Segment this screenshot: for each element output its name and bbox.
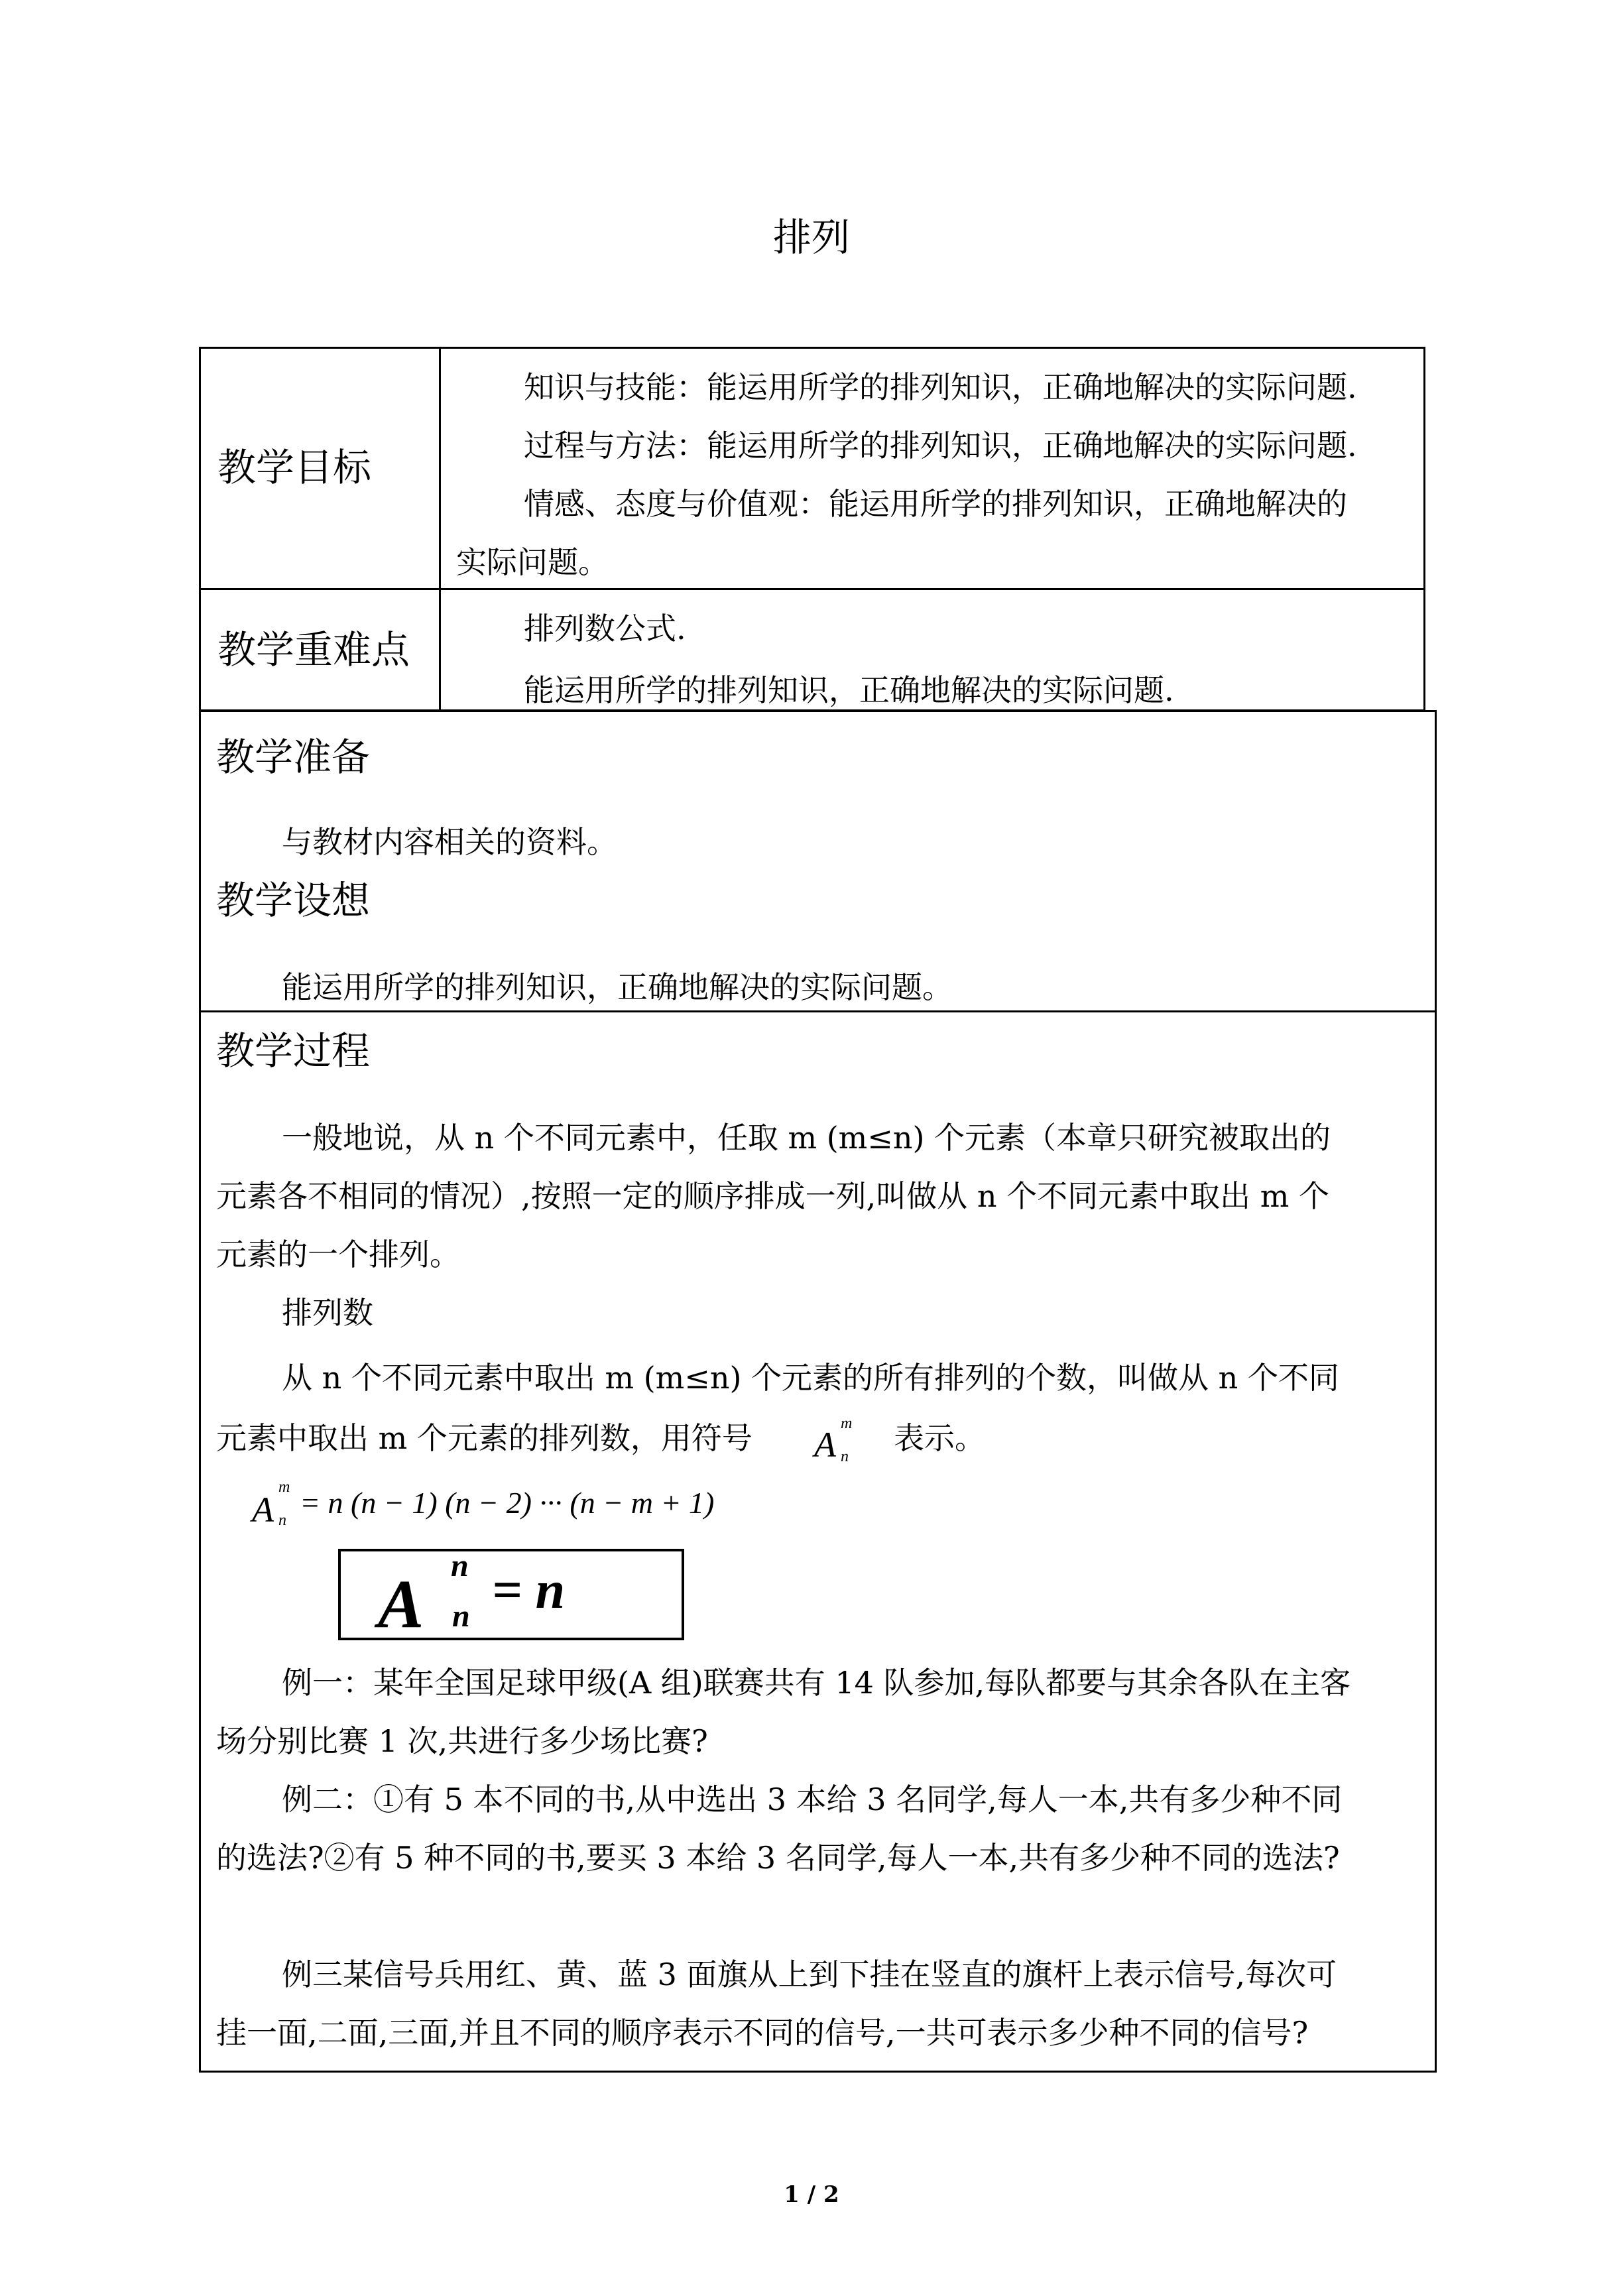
design-label: 教学设想 <box>216 878 371 923</box>
boxed-rhs: = n <box>492 1561 566 1620</box>
table-row-divider <box>199 588 1425 590</box>
objectives-line-2: 过程与方法：能运用所学的排列知识，正确地解决的实际问题. <box>524 428 1357 463</box>
example2-line-2: 的选法?②有 5 种不同的书,要买 3 本给 3 名同学,每人一本,共有多少种不同的选法? <box>216 1840 1340 1876</box>
perm-symbol-sub-n: n <box>841 1448 849 1465</box>
example1-line-1: 例一：某年全国足球甲级(A 组)联赛共有 14 队参加,每队都要与其余各队在主客 <box>282 1665 1351 1701</box>
design-text: 能运用所学的排列知识，正确地解决的实际问题。 <box>282 969 953 1005</box>
example3-line-2: 挂一面,二面,三面,并且不同的顺序表示不同的信号,一共可表示多少种不同的信号? <box>216 2015 1309 2051</box>
key-points-line-1: 排列数公式. <box>524 611 686 646</box>
example1-line-2: 场分别比赛 1 次,共进行多少场比赛? <box>216 1723 708 1759</box>
key-points-line-2: 能运用所学的排列知识，正确地解决的实际问题. <box>524 672 1174 708</box>
definition-line-1: 一般地说，从 n 个不同元素中，任取 m (m≤n) 个元素（本章只研究被取出的 <box>282 1120 1331 1156</box>
perm-number-line-2: 元素中取出 m 个元素的排列数，用符号 <box>216 1420 752 1456</box>
definition-line-2: 元素各不相同的情况）,按照一定的顺序排成一列,叫做从 n 个不同元素中取出 m 个 <box>216 1178 1329 1214</box>
process-label: 教学过程 <box>216 1028 371 1073</box>
formula-sup-m: m <box>278 1479 290 1496</box>
perm-number-line-1: 从 n 个不同元素中取出 m (m≤n) 个元素的所有排列的个数，叫做从 n 个不同 <box>282 1360 1339 1396</box>
perm-symbol-A: A <box>814 1425 836 1465</box>
page-indicator: 1 / 2 <box>784 2181 839 2208</box>
boxed-sub-n: n <box>452 1599 470 1634</box>
perm-number-heading: 排列数 <box>282 1295 373 1331</box>
perm-number-line-3: 表示。 <box>894 1420 985 1456</box>
objectives-line-4: 实际问题。 <box>456 544 609 580</box>
formula-general <box>252 1477 716 1537</box>
page-title: 排列 <box>772 215 850 260</box>
objectives-line-3: 情感、态度与价值观：能运用所学的排列知识，正确地解决的 <box>524 486 1347 522</box>
objectives-line-1: 知识与技能：能运用所学的排列知识，正确地解决的实际问题. <box>524 369 1357 405</box>
boxed-sup-n: n <box>451 1548 469 1583</box>
key-points-label: 教学重难点 <box>217 627 410 672</box>
definition-line-3: 元素的一个排列。 <box>216 1237 460 1272</box>
formula-boxed-content <box>371 1548 663 1642</box>
formula-A: A <box>252 1490 274 1530</box>
example2-line-1: 例二：①有 5 本不同的书,从中选出 3 本给 3 名同学,每人一本,共有多少种不同 <box>282 1782 1343 1817</box>
boxed-A: A <box>378 1566 424 1642</box>
objectives-label: 教学目标 <box>217 445 372 490</box>
table-column-divider <box>439 347 441 711</box>
perm-symbol-inline <box>814 1415 867 1471</box>
example3-line-1: 例三某信号兵用红、黄、蓝 3 面旗从上到下挂在竖直的旗杆上表示信号,每次可 <box>282 1957 1337 1992</box>
formula-general-rhs: = n (n − 1) (n − 2) ··· (n − m + 1) <box>300 1486 715 1520</box>
formula-sub-n: n <box>278 1512 286 1529</box>
preparation-label: 教学准备 <box>216 735 371 780</box>
perm-symbol-sup-m: m <box>841 1415 853 1432</box>
preparation-text: 与教材内容相关的资料。 <box>282 824 617 860</box>
